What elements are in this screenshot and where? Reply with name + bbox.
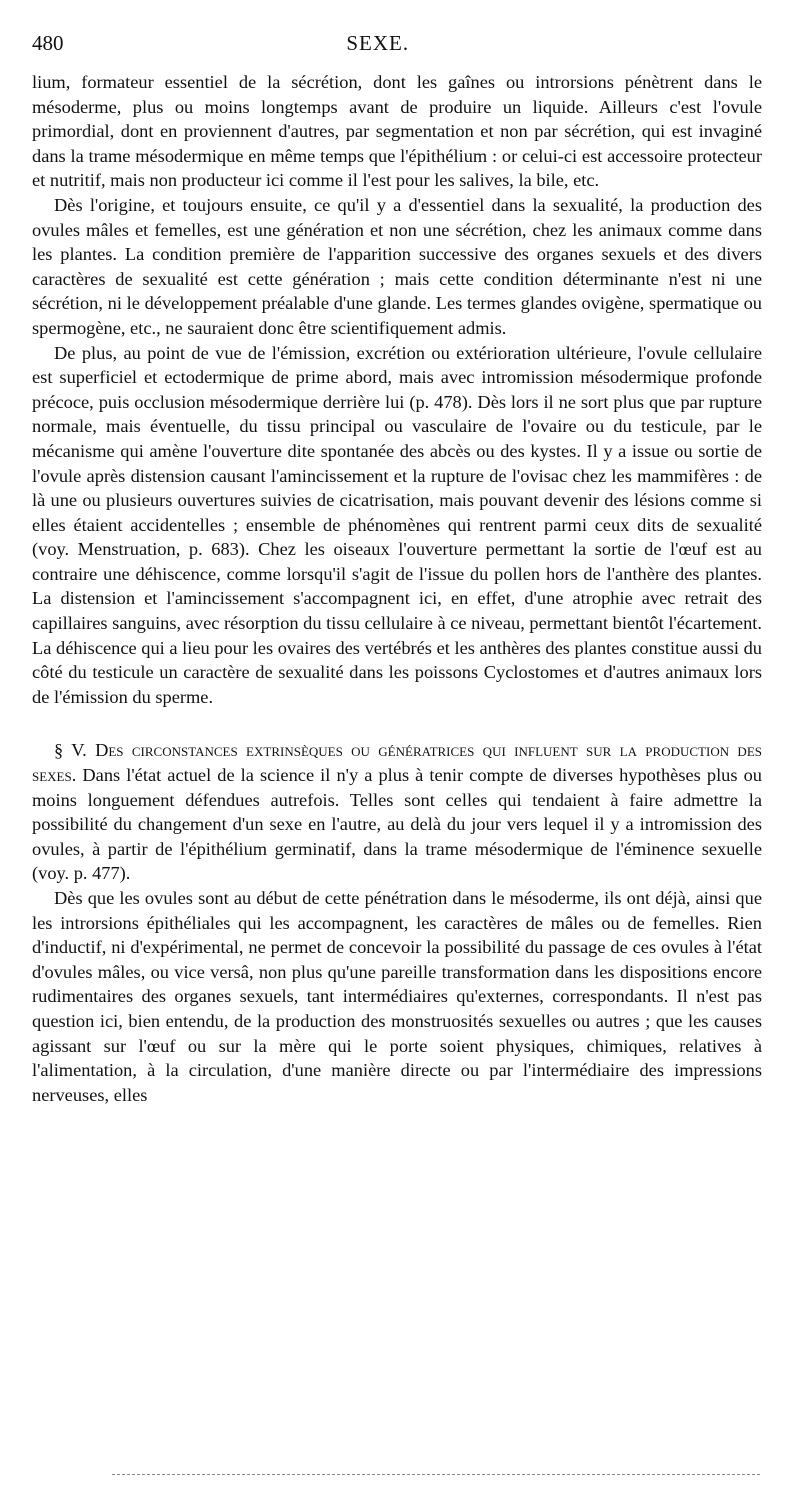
running-title: SEXE. (346, 31, 410, 55)
footer-dashed-rule (112, 1474, 760, 1475)
running-head (32, 30, 762, 70)
section-paragraph-text: Dans l'état actuel de la science il n'y a plus à tenir compte de diverses hypothèses plus ou moins longuement défendues autrefois. Telles sont celles qui tendaient à faire admettre la possibilité du changement d'un sexe en l'autre, au delà du jour vers lequel il y a intromission des ovules, à partir de l'épithélium germinatif, dans la trame mésodermique de l'éminence sexuelle (voy. p. 477). (32, 765, 762, 884)
body-text (32, 70, 762, 1107)
section-paragraph (32, 738, 762, 886)
section-gap (32, 709, 762, 738)
paragraph-3: De plus, au point de vue de l'émission, excrétion ou extérioration ultérieure, l'ovule cellulaire est superficiel et ectodermique de prime abord, mais avec intromission mésodermique profonde précoce, puis occlusion mésodermique derrière lui (p. 478). Dès lors il ne sort plus que par rupture normale, mais éventuelle, du tissu principal ou vasculaire de l'ovaire ou du testicule, par le mécanisme qui amène l'ouverture dite spontanée des abcès ou des kystes. Il y a issue ou sortie de l'ovule après distension causant l'amincissement et la rupture de l'ovisac chez les mammifères : de là une ou plusieurs ouvertures suivies de cicatrisation, mais pouvant devenir des lésions comme si elles étaient accidentelles ; ensemble de phénomènes qui rentrent parmi ceux dits de sexualité (voy. Menstruation, p. 683). Chez les oiseaux l'ouverture permettant la sortie de l'œuf est au contraire une déhiscence, comme lorsqu'il s'agit de l'issue du pollen hors de l'anthère des plantes. La distension et l'amincissement s'accompagnent ici, en effet, d'une atrophie avec retrait des capillaires sanguins, avec résorption du tissu cellulaire à ce niveau, permettant bientôt l'écartement. La déhiscence qui a lieu pour les ovaires des vertébrés et les anthères des plantes constitue aussi du côté du testicule un caractère de sexualité dans les poissons Cyclostomes et d'autres animaux lors de l'émission du sperme. (32, 342, 762, 707)
section-mark: § V. (54, 740, 87, 761)
page-number: 480 (32, 31, 64, 55)
paragraph-2: Dès l'origine, et toujours ensuite, ce qu'il y a d'essentiel dans la sexualité, la production des ovules mâles et femelles, est une génération et non une sécrétion, chez les animaux comme dans les plantes. La condition première de l'apparition successive des organes sexuels et des divers caractères de sexualité est cette génération ; mais cette condition déterminante n'est ni une sécrétion, ni le développement préalable d'une glande. Les termes glandes ovigène, spermatique ou spermogène, etc., ne sauraient donc être scientifiquement admis. (32, 194, 762, 338)
section-title: Des circonstances extrinsèques ou génératrices qui influent sur la production des sexes. (32, 740, 762, 786)
paragraph-5: Dès que les ovules sont au début de cette pénétration dans le mésoderme, ils ont déjà, ainsi que les introrsions épithéliales qui les accompagnent, les caractères de mâles ou de femelles. Rien d'inductif, ni d'expérimental, ne permet de concevoir la possibilité du passage de ces ovules à l'état d'ovules mâles, ou vice versâ, non plus qu'une pareille transformation dans les dispositions encore rudimentaires des organes sexuels, tant intermédiaires qu'externes, correspondants. Il n'est pas question ici, bien entendu, de la production des monstruosités sexuelles ou autres ; que les causes agissant sur l'œuf ou sur la mère qui le porte soient physiques, chimiques, relatives à l'alimentation, à la circulation, d'une manière directe ou par l'intermédiaire des impressions nerveuses, elles (32, 888, 762, 1105)
paragraph-1: lium, formateur essentiel de la sécrétion, dont les gaînes ou introrsions pénètrent dans le mésoderme, plus ou moins longtemps avant de produire un liquide. Ailleurs c'est l'ovule primordial, dont en proviennent d'autres, par segmentation et non par sécrétion, qui est invaginé dans la trame mésodermique en même temps que l'épithélium : or celui-ci est accessoire protecteur et nutritif, mais non producteur ici comme il l'est pour les salives, la bile, etc. (32, 72, 762, 191)
